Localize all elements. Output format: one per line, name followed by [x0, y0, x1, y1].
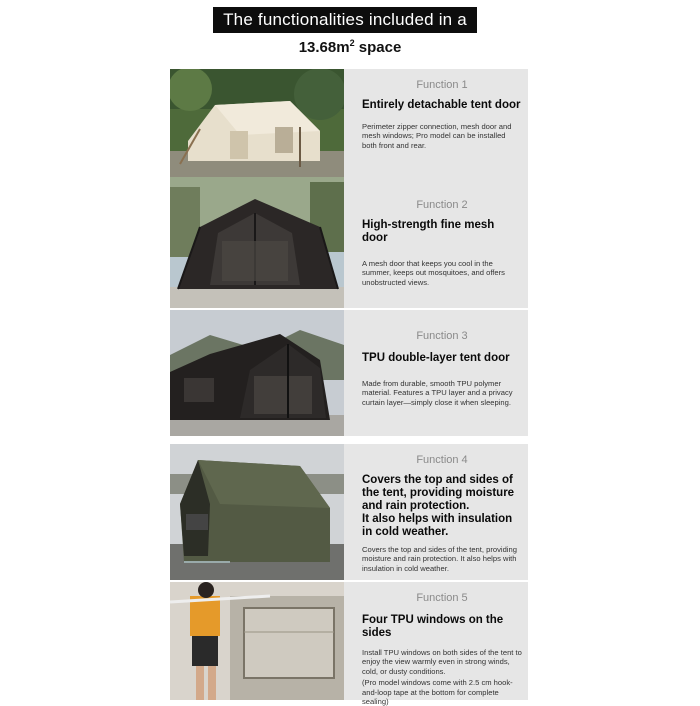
function-5-note: (Pro model windows come with 2.5 cm hook-and-loop tape at the bottom for complete sealing) — [362, 678, 513, 706]
mesh-door-tent-photo — [170, 177, 344, 308]
space-subtitle — [0, 38, 700, 56]
function-2-panel — [344, 177, 528, 308]
tpu-side-windows-photo — [170, 582, 344, 700]
function-1-label: Function 1 — [416, 79, 468, 91]
function-1-title: Entirely detachable tent door — [362, 99, 521, 111]
function-2-label: Function 2 — [416, 199, 468, 211]
function-5-label: Function 5 — [416, 592, 468, 604]
function-3-title: TPU double-layer tent door — [362, 352, 510, 364]
function-1-panel — [344, 69, 528, 177]
function-row-3 — [170, 310, 528, 436]
function-row-2 — [170, 177, 528, 308]
function-4-panel — [344, 444, 528, 580]
function-1-description: Perimeter zipper connection, mesh door and mesh windows; Pro model can be installed both front and rear. — [362, 122, 512, 150]
function-4-label: Function 4 — [416, 454, 468, 466]
function-3-label: Function 3 — [416, 330, 468, 342]
rainfly-tent-photo — [170, 444, 344, 580]
function-4-title: Covers the top and sides of the tent, providing moisture and rain protection. It also helps with insulation in cold weather. — [362, 474, 515, 538]
function-row-4 — [170, 444, 528, 580]
function-4-description: Covers the top and sides of the tent, providing moisture and rain protection. It also helps with insulation in cold weather. — [362, 545, 517, 573]
space-unit-superscript: 2 — [349, 38, 355, 48]
function-row-5 — [170, 582, 528, 706]
header-banner: The functionalities included in a — [213, 7, 477, 33]
function-2-title: High-strength fine mesh door — [362, 219, 495, 244]
function-5-description: Install TPU windows on both sides of the tent to enjoy the view warmly even in strong winds, cold, or dusty conditions. — [362, 648, 522, 676]
space-word: space — [358, 39, 402, 56]
function-3-panel — [344, 310, 528, 436]
function-row-1 — [170, 69, 528, 177]
tpu-door-tent-photo — [170, 310, 344, 436]
function-5-title: Four TPU windows on the sides — [362, 614, 504, 639]
function-3-description: Made from durable, smooth TPU polymer material. Features a TPU layer and a privacy curtain layer—simply close it when sleeping. — [362, 379, 513, 407]
function-5-panel — [344, 582, 528, 706]
space-value: 13.68m — [298, 39, 350, 56]
detachable-door-tent-photo — [170, 69, 344, 177]
function-2-description: A mesh door that keeps you cool in the summer, keeps out mosquitoes, and offers unobstructed views. — [362, 259, 505, 287]
